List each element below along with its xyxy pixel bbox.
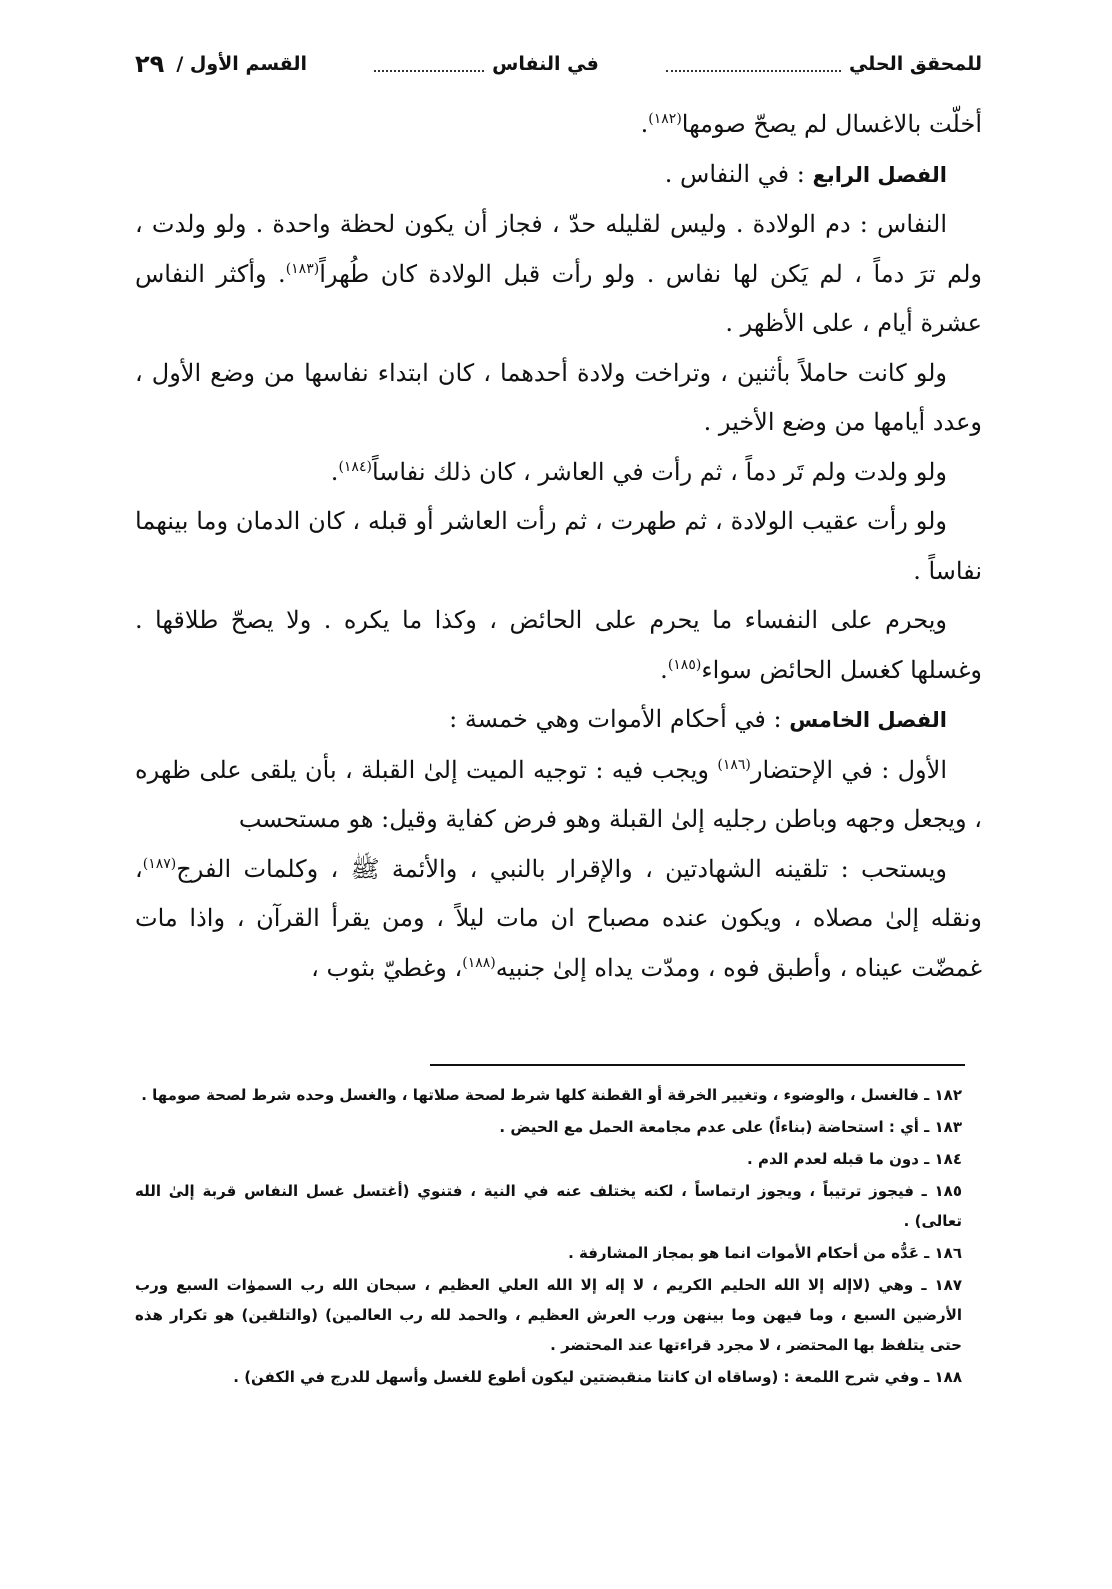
- paragraph: أخلّت بالاغسال لم يصحّ صومها$^{(١٨٢)}$.: [640, 110, 982, 138]
- footnote: ١٨٢ ـ فالغسل ، والوضوء ، وتغيير الخرقة أو القطنة كلها شرط لصحة صلاتها ، والغسل وحده شرط لصحة صومها .: [141, 1086, 962, 1104]
- heading-label: الفصل الرابع: [812, 162, 947, 187]
- footnote: ١٨٣ ـ أي : استحاضة (بناءاً) على عدم مجامعة الحمل مع الحيض .: [499, 1118, 962, 1136]
- paragraph: ويحرم على النفساء ما يحرم على الحائض ، وكذا ما يكره . ولا يصحّ طلاقها . وغسلها كغسل الحائض سواء$^{(١٨٥)}$.: [135, 606, 982, 684]
- footnote-ref[interactable]: (١٨٣): [285, 260, 320, 277]
- footnote-ref[interactable]: (١٨٢): [648, 111, 682, 127]
- page-number: ٢٩: [135, 50, 165, 78]
- footnotes: [135, 1080, 962, 1480]
- footnote: ١٨٨ ـ وفي شرح اللمعة : (وساقاه ان كانتا منقبضتين ليكون أطوع للغسل وأسهل للدرج في الكفن) .: [233, 1368, 962, 1386]
- footnote-ref[interactable]: (١٨٨): [462, 954, 496, 971]
- footnote: ١٨٥ ـ فيجوز ترتيباً ، ويجوز ارتماساً ، لكنه يختلف عنه في النية ، فتنوي (أغتسل غسل النفاس قربة إلىٰ الله تعالى) .: [135, 1182, 962, 1230]
- running-head-author: للمحقق الحلي: [848, 53, 982, 75]
- footnote-ref[interactable]: (١٨٤): [338, 458, 372, 475]
- footnote-ref[interactable]: (١٨٥): [667, 656, 702, 673]
- dotted-leader: [374, 56, 484, 72]
- running-head-chapter: في النفاس: [492, 53, 599, 75]
- footnote: ١٨٦ ـ عَدُّه من أحكام الأموات انما هو بمجاز المشارفة .: [568, 1244, 962, 1262]
- footnote: ١٨٧ ـ وهي (لاإله إلا الله الحليم الكريم ، لا إله إلا الله العلي العظيم ، سبحان الله رب السموٰات السبع ورب الأرضين السبع ، وما فيهن وما بينهن ورب العرش العظيم ، والحمد لله رب العالمين) (والتلقين) هو تكرار هذه حتى يتلفظ بها المحتضر ، لا مجرد قراءتها عند المحتضر .: [135, 1276, 962, 1354]
- section-heading: [135, 695, 982, 746]
- paragraph: ولو ولدت ولم تَر دماً ، ثم رأت في العاشر ، كان ذلك نفاساً$^{(١٨٤)}$.: [330, 457, 947, 486]
- dotted-leader: [666, 56, 841, 72]
- heading-label: الفصل الخامس: [789, 708, 947, 732]
- paragraph: ويستحب : تلقينه الشهادتين ، والإقرار بالنبي ، والأئمة ﷺ ، وكلمات الفرج$^{(١٨٧)}$، ونقله إلىٰ مصلاه ، ويكون عنده مصباح ان مات ليلاً ، ومن يقرأ القرآن ، واذا مات غمضّت عيناه ، وأطبق فوه ، ومدّت يداه إلىٰ جنبيه$^{(١٨٨)}$، وغطيّ بثوب ،: [135, 854, 982, 982]
- heading-text: : في النفاس .: [664, 159, 805, 188]
- paragraph: النفاس : دم الولادة . وليس لقليله حدّ ، فجاز أن يكون لحظة واحدة . ولو ولدت ، ولم ترَ دماً ، لم يَكن لها نفاس . ولو رأت قبل الولادة كان طُهراً$^{(١٨٣)}$. وأكثر النفاس عشرة أيام ، على الأظهر .: [135, 210, 982, 337]
- heading-text: : في أحكام الأموات وهي خمسة :: [449, 705, 782, 733]
- footnote-ref[interactable]: (١٨٦): [717, 756, 751, 773]
- paragraph: ولو كانت حاملاً بأثنين ، وتراخت ولادة أحدهما ، كان ابتداء نفاسها من وضع الأول ، وعدد أيامها من وضع الأخير .: [135, 358, 982, 436]
- running-head-section-segment: [135, 50, 307, 78]
- main-text: [135, 100, 982, 1030]
- footnote-separator: [430, 1064, 965, 1066]
- paragraph: الأول : في الإحتضار$^{(١٨٦)}$ ويجب فيه : توجيه الميت إلىٰ القبلة ، بأن يلقى على ظهره ، ويجعل وجهه وباطن رجليه إلىٰ القبلة وهو فرض كفاية وقيل: هو مستحسب: [135, 755, 982, 833]
- running-head: [135, 44, 982, 84]
- running-head-section: القسم الأول /: [176, 53, 307, 75]
- running-head-author-segment: [658, 53, 982, 75]
- paragraph: ولو رأت عقيب الولادة ، ثم طهرت ، ثم رأت العاشر أو قبله ، كان الدمان وما بينهما نفاساً .: [135, 507, 982, 585]
- footnote-ref[interactable]: (١٨٧): [142, 855, 177, 872]
- section-heading: [135, 150, 982, 201]
- footnote: ١٨٤ ـ دون ما قبله لعدم الدم .: [747, 1150, 962, 1168]
- running-head-chapter-segment: [366, 53, 599, 75]
